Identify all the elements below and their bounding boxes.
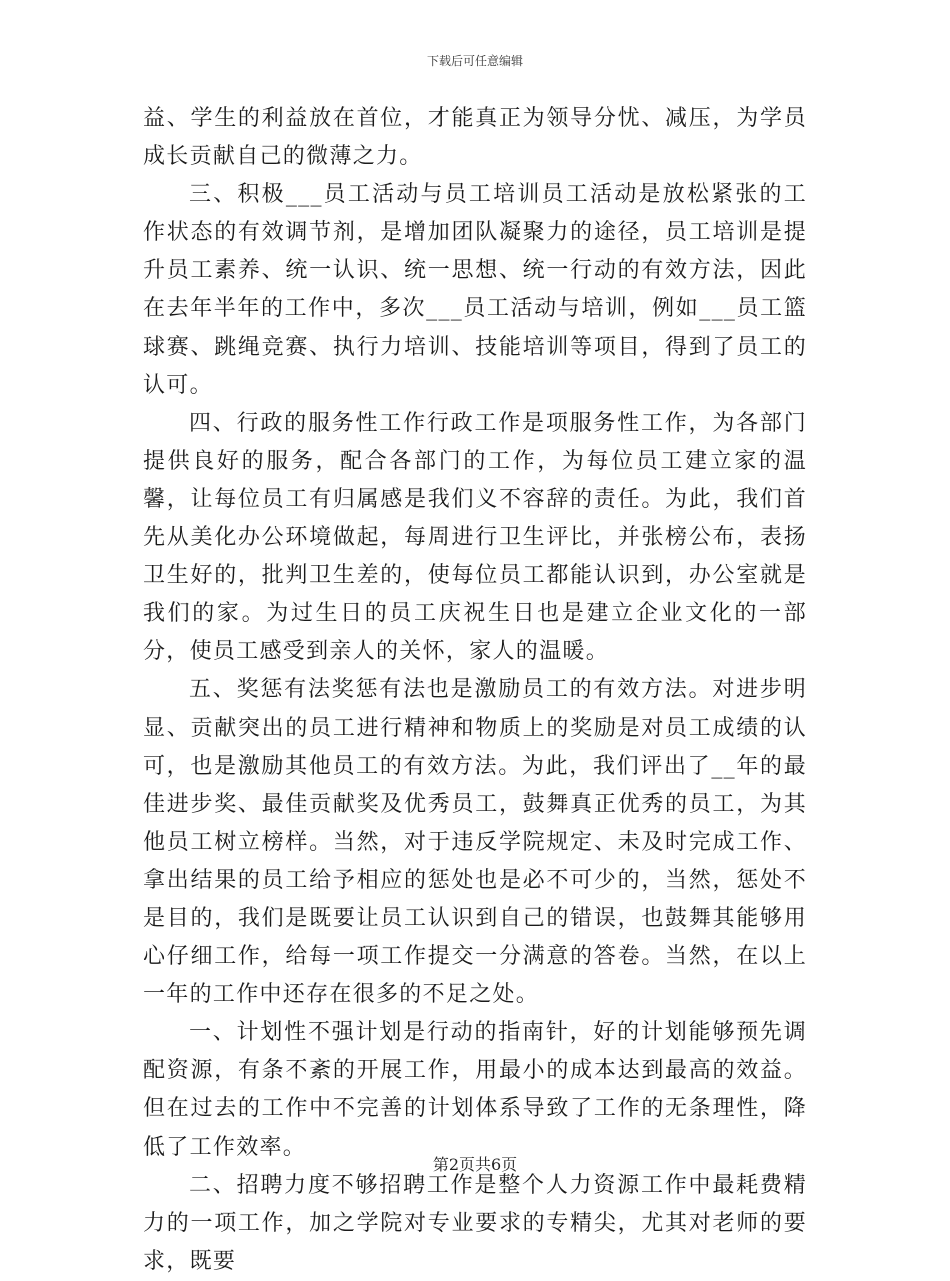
paragraph-2: 三、积极___员工活动与员工培训员工活动是放松紧张的工作状态的有效调节剂，是增加团队凝聚力的途径，员工培训是提升员工素养、统一认识、统一思想、统一行动的有效方法，因此在去年半年的工作中，多次___员工活动与培训，例如___员工篮球赛、跳绳竞赛、执行力培训、技能培训等项目，得到了员工的认可。 [143, 182, 807, 398]
page-header: 下载后可任意编辑 [426, 54, 523, 68]
page-number-footer: 第2页共6页 [432, 1155, 518, 1174]
paragraph-4: 五、奖惩有法奖惩有法也是激励员工的有效方法。对进步明显、贡献突出的员工进行精神和物质上的奖励是对员工成绩的认可，也是激励其他员工的有效方法。为此，我们评出了__年的最佳进步奖、最佳贡献奖及优秀员工，鼓舞真正优秀的员工，为其他员工树立榜样。当然，对于违反学院规定、未及时完成工作、拿出结果的员工给予相应的惩处也是必不可少的，当然，惩处不是目的，我们是既要让员工认识到自己的错误，也鼓舞其能够用心仔细工作，给每一项工作提交一分满意的答卷。当然，在以上一年的工作中还存在很多的不足之处。 [143, 677, 807, 1008]
paragraph-1: 益、学生的利益放在首位，才能真正为领导分忧、减压，为学员成长贡献自己的微薄之力。 [143, 106, 807, 170]
document-body [143, 100, 807, 1281]
paragraph-6: 二、招聘力度不够招聘工作是整个人力资源工作中最耗费精力的一项工作，加之学院对专业要求的专精尖，尤其对老师的要求，既要 [143, 1172, 807, 1274]
paragraph-3: 四、行政的服务性工作行政工作是项服务性工作，为各部门提供良好的服务，配合各部门的工作，为每位员工建立家的温馨，让每位员工有归属感是我们义不容辞的责任。为此，我们首先从美化办公环境做起，每周进行卫生评比，并张榜公布，表扬卫生好的，批判卫生差的，使每位员工都能认识到，办公室就是我们的家。为过生日的员工庆祝生日也是建立企业文化的一部分，使员工感受到亲人的关怀，家人的温暖。 [143, 410, 807, 665]
paragraph-5: 一、计划性不强计划是行动的指南针，好的计划能够预先调配资源，有条不紊的开展工作，用最小的成本达到最高的效益。但在过去的工作中不完善的计划体系导致了工作的无条理性，降低了工作效率。 [143, 1020, 807, 1160]
